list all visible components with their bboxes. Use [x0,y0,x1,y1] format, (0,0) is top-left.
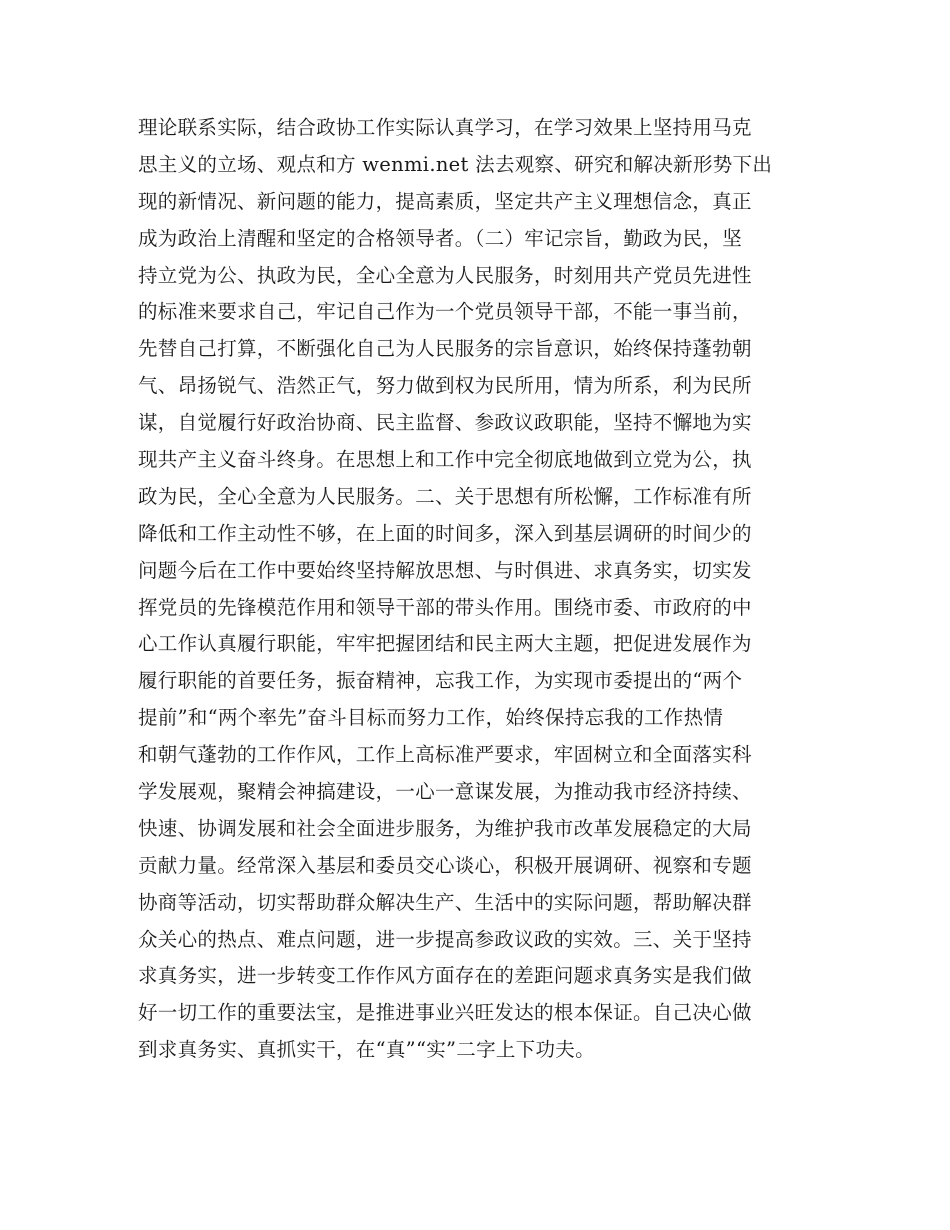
text-line: 学发展观，聚精会神搞建设，一心一意谋发展，为推动我市经济持续、 [138,780,752,804]
text-line: 气、昂扬锐气、浩然正气，努力做到权为民所用，情为所系，利为民所 [138,374,752,398]
text-line: 谋，自觉履行好政治协商、民主监督、参政议政职能，坚持不懈地为实 [138,411,752,435]
text-line: 好一切工作的重要法宝，是推进事业兴旺发达的根本保证。自己决心做 [138,1001,752,1025]
text-line: 挥党员的先锋模范作用和领导干部的带头作用。围绕市委、市政府的中 [138,595,752,619]
text-line: 心工作认真履行职能，牢牢把握团结和民主两大主题，把促进发展作为 [138,632,752,656]
text-line: 降低和工作主动性不够，在上面的时间多，深入到基层调研的时间少的 [138,521,752,545]
text-line: 和朝气蓬勃的工作作风，工作上高标准严要求，牢固树立和全面落实科 [138,743,752,767]
text-line: 贡献力量。经常深入基层和委员交心谈心，积极开展调研、视察和专题 [138,853,752,877]
body-text [138,110,818,1069]
text-line: 思主义的立场、观点和方 wenmi.net 法去观察、研究和解决新形势下出 [138,152,773,176]
text-line: 先替自己打算，不断强化自己为人民服务的宗旨意识，始终保持蓬勃朝 [138,337,752,361]
text-line: 协商等活动，切实帮助群众解决生产、生活中的实际问题，帮助解决群 [138,890,752,914]
text-line: 求真务实，进一步转变工作作风方面存在的差距问题求真务实是我们做 [138,964,752,988]
text-line: 众关心的热点、难点问题，进一步提高参政议政的实效。三、关于坚持 [138,927,752,951]
text-line: 履行职能的首要任务，振奋精神，忘我工作，为实现市委提出的“两个 [138,669,743,693]
text-line: 提前”和“两个率先”奋斗目标而努力工作，始终保持忘我的工作热情 [138,706,724,730]
text-line: 快速、协调发展和社会全面进步服务，为维护我市改革发展稳定的大局 [138,816,752,840]
text-line: 现的新情况、新问题的能力，提高素质，坚定共产主义理想信念，真正 [138,189,752,213]
text-line: 政为民，全心全意为人民服务。二、关于思想有所松懈，工作标准有所 [138,484,752,508]
text-line: 现共产主义奋斗终身。在思想上和工作中完全彻底地做到立党为公，执 [138,448,752,472]
text-line: 到求真务实、真抓实干，在“真”“实”二字上下功夫。 [138,1038,595,1062]
text-line: 的标准来要求自己，牢记自己作为一个党员领导干部，不能一事当前， [138,300,752,324]
text-line: 问题今后在工作中要始终坚持解放思想、与时俱进、求真务实，切实发 [138,558,752,582]
text-line: 成为政治上清醒和坚定的合格领导者。（二）牢记宗旨，勤政为民，坚 [138,226,743,250]
text-line: 理论联系实际，结合政协工作实际认真学习，在学习效果上坚持用马克 [138,116,752,139]
text-line: 持立党为公、执政为民，全心全意为人民服务，时刻用共产党员先进性 [138,263,752,287]
